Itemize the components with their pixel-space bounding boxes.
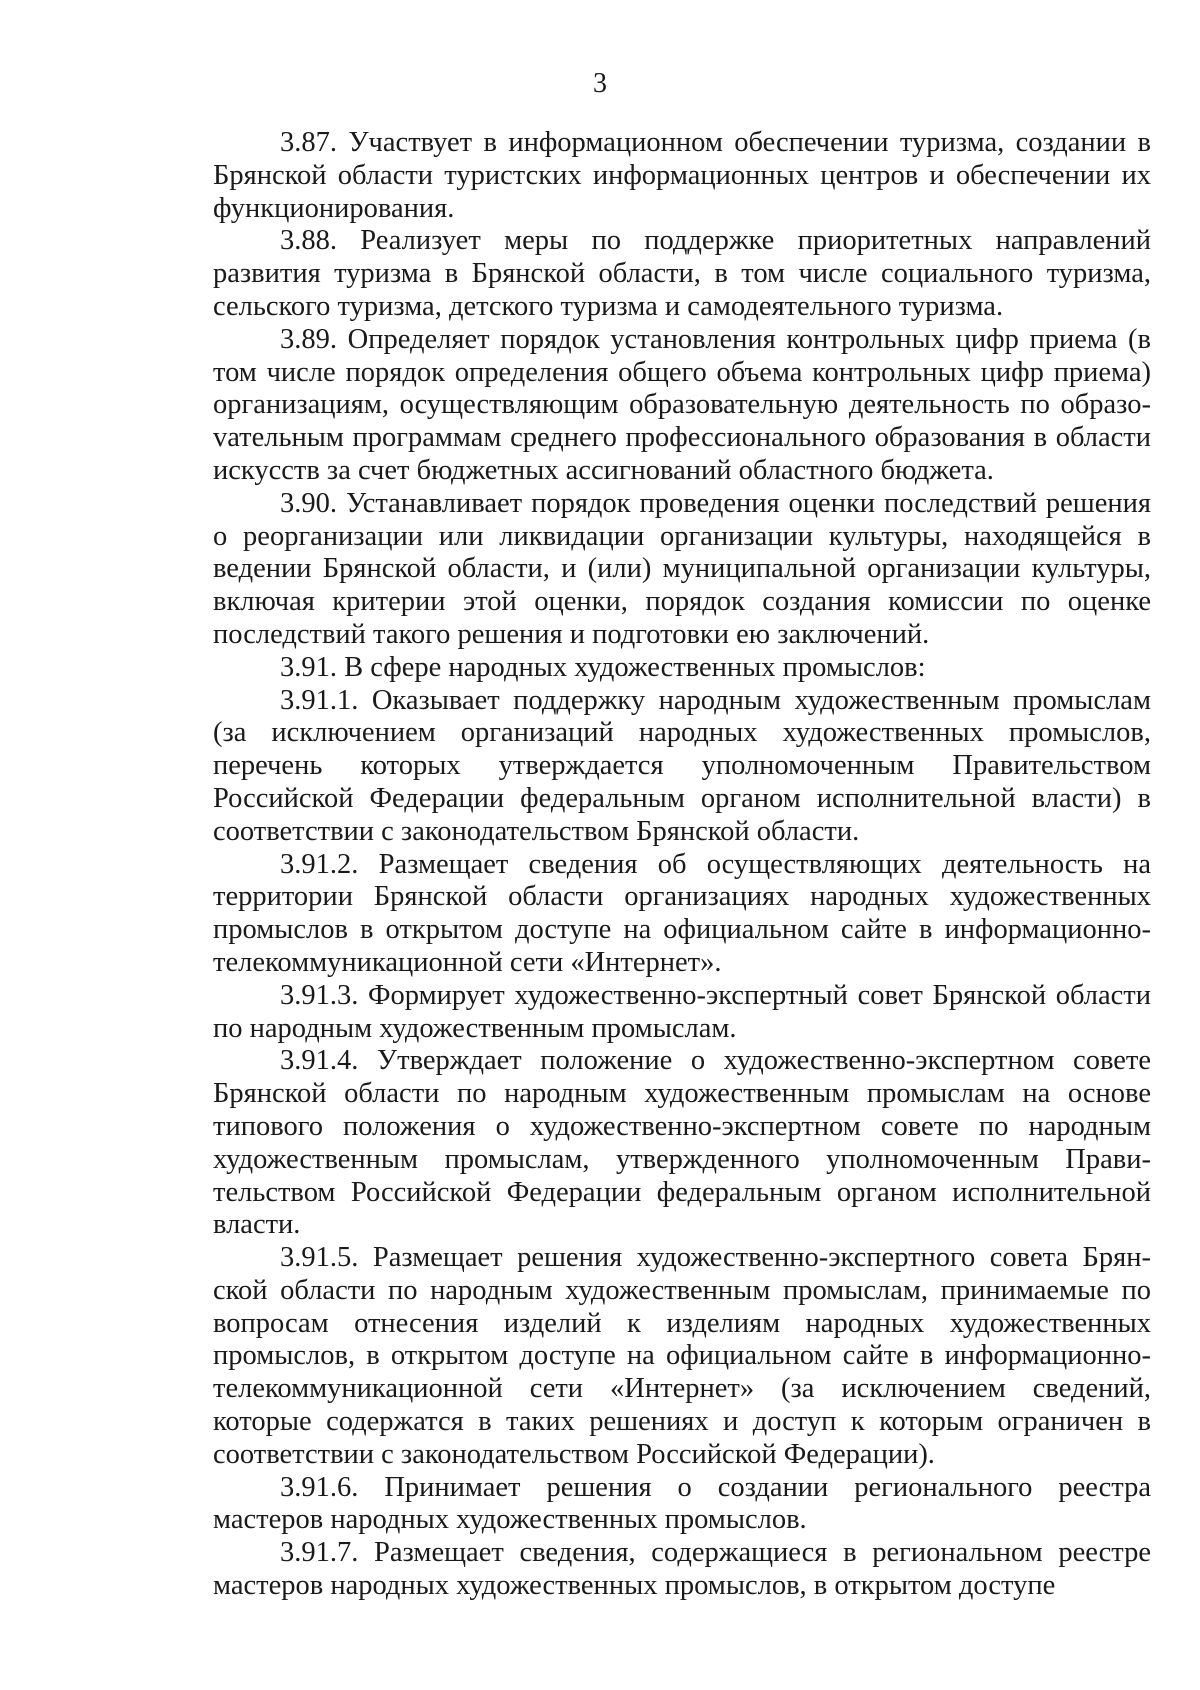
document-body xyxy=(213,127,1151,1603)
paragraph-3-91-3: 3.91.3. Формирует художественно-экспертный совет Брянской области по народным художественным промыслам. xyxy=(213,979,1151,1044)
paragraph-3-91-2: 3.91.2. Размещает сведения об осуществляющих деятельность на территории Брянской области организациях народных художественных промыслов в открытом доступе на официальном сайте в информационно-телекоммуникационной сети «Интернет». xyxy=(213,848,1151,978)
paragraph-3-91-1: 3.91.1. Оказывает поддержку народным художественным промыслам (за исключением организаций народных художественных промыслов, перечень которых утверждается уполномоченным Правительством Российской Федерации федеральным органом исполнительной власти) в соответствии с законодательством Брянской области. xyxy=(213,684,1151,847)
paragraph-3-88: 3.88. Реализует меры по поддержке приоритетных направлений развития туризма в Брянской области, в том числе социального туризма, сельского туризма, детского туризма и самодеятельного туризма. xyxy=(213,225,1151,322)
page-number: 3 xyxy=(593,68,607,99)
paragraph-3-87: 3.87. Участвует в информационном обеспечении туризма, создании в Брянской области туристских информационных центров и обеспечении их функционирования. xyxy=(213,127,1151,224)
paragraph-3-89: 3.89. Определяет порядок установления контрольных цифр приема (в том числе порядок определения общего объема контрольных цифр приема) организациям, осуществляющим образовательную деятельность по образоvательным программам среднего профессионального образования в области искусств за счет бюджетных ассигнований областного бюджета. xyxy=(213,323,1151,486)
paragraph-3-91-4: 3.91.4. Утверждает положение о художественно-экспертном совете Брянской области по народным художественным промыслам на основе типового положения о художественно-экспертном совете по народным художественным промыслам, утвержденного уполномоченным Правительством Российской Федерации федеральным органом исполнительной власти. xyxy=(213,1045,1151,1241)
paragraph-3-91-7: 3.91.7. Размещает сведения, содержащиеся в региональном реестре мастеров народных художественных промыслов, в открытом доступе xyxy=(213,1537,1151,1602)
paragraph-3-91: 3.91. В сфере народных художественных промыслов: xyxy=(280,651,926,683)
paragraph-3-91-6: 3.91.6. Принимает решения о создании регионального реестра мастеров народных художественных промыслов. xyxy=(213,1471,1151,1536)
paragraph-3-91-5: 3.91.5. Размещает решения художественно-экспертного совета Брянской области по народным художественным промыслам, принимаемые по вопросам отнесения изделий к изделиям народных художественных промыслов, в открытом доступе на официальном сайте в информационно-телекоммуникационной сети «Интернет» (за исключением сведений, которые содержатся в таких решениях и доступ к которым ограничен в соответствии с законодательством Российской Федерации). xyxy=(213,1242,1151,1470)
paragraph-3-90: 3.90. Устанавливает порядок проведения оценки последствий решения о реорганизации или ликвидации организации культуры, находящейся в ведении Брянской области, и (или) муниципальной организации культуры, включая критерии этой оценки, порядок создания комиссии по оценке последствий такого решения и подготовки ею заключений. xyxy=(213,487,1151,650)
